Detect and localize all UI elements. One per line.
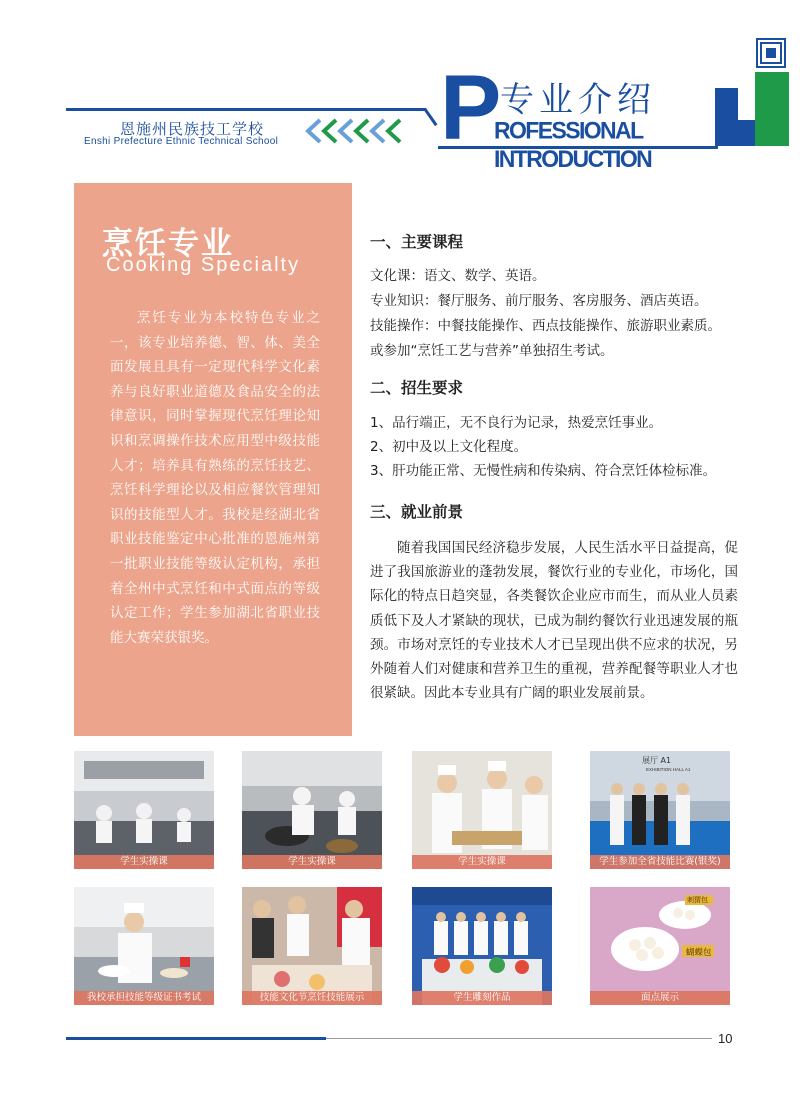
school-name-cn: 恩施州民族技工学校 bbox=[120, 120, 265, 138]
course-line: 专业知识：餐厅服务、前厅服务、客房服务、酒店英语。 bbox=[370, 293, 708, 309]
kitchen-photo-icon bbox=[242, 751, 382, 869]
requirement-line: 3、肝功能正常、无慢性病和传染病、符合烹饪体检标准。 bbox=[370, 463, 717, 479]
chevron-arrows-icon bbox=[300, 118, 420, 144]
photo-caption: 技能文化节烹饪技能展示 bbox=[242, 991, 382, 1005]
photo-food-carving bbox=[412, 887, 552, 1005]
photo-caption: 学生实操课 bbox=[242, 855, 382, 869]
school-logo-icon bbox=[756, 38, 786, 68]
hall-sign-en: EXHIBITION HALL A1 bbox=[646, 767, 691, 772]
pastry-tag: 蝴蝶包 bbox=[686, 948, 712, 958]
photo-caption: 学生参加全省技能比赛(银奖) bbox=[590, 855, 730, 869]
school-name-en: Enshi Prefecture Ethnic Technical School bbox=[84, 136, 279, 147]
page-number: 10 bbox=[718, 1031, 733, 1046]
page-title-en: ROFESSIONAL INTRODUCTION bbox=[494, 116, 652, 173]
photo-kitchen-class-3 bbox=[412, 751, 552, 869]
section-title-requirements: 二、招生要求 bbox=[370, 379, 464, 397]
photo-kitchen-class-2 bbox=[242, 751, 382, 869]
course-line: 或参加“烹饪工艺与营养”单独招生考试。 bbox=[370, 343, 614, 359]
carving-photo-icon bbox=[412, 887, 552, 1005]
photo-pastry-display bbox=[590, 887, 730, 1005]
footer-rule-grey bbox=[326, 1038, 712, 1039]
photo-competition-silver bbox=[590, 751, 730, 869]
course-line: 文化课：语文、数学、英语。 bbox=[370, 268, 546, 284]
major-title-en: Cooking Specialty bbox=[106, 254, 301, 276]
major-title-cn: 烹饪专业 bbox=[102, 226, 234, 262]
requirement-line: 2、初中及以上文化程度。 bbox=[370, 439, 528, 455]
photo-caption: 我校承担技能等级证书考试 bbox=[74, 991, 214, 1005]
photo-caption: 学生实操课 bbox=[74, 855, 214, 869]
festival-photo-icon bbox=[242, 887, 382, 1005]
section-title-courses: 一、主要课程 bbox=[370, 233, 464, 251]
section-title-prospects: 三、就业前景 bbox=[370, 503, 464, 521]
photo-kitchen-class-1 bbox=[74, 751, 214, 869]
hall-sign: 展厅 A1 bbox=[642, 756, 672, 765]
brand-block-gap bbox=[738, 72, 755, 120]
photo-skill-festival bbox=[242, 887, 382, 1005]
photo-skill-exam bbox=[74, 887, 214, 1005]
kitchen-photo-icon bbox=[74, 751, 214, 869]
header-rule bbox=[66, 108, 426, 111]
requirement-line: 1、品行端正，无不良行为记录，热爱烹饪事业。 bbox=[370, 415, 663, 431]
pastry-tag: 刺猬包 bbox=[687, 896, 708, 904]
photo-caption: 学生雕刻作品 bbox=[412, 991, 552, 1005]
course-line: 技能操作：中餐技能操作、西点技能操作、旅游职业素质。 bbox=[370, 318, 721, 334]
title-initial-letter: P bbox=[440, 57, 502, 159]
photo-caption: 面点展示 bbox=[590, 991, 730, 1005]
major-intro-text: 烹饪专业为本校特色专业之一，该专业培养德、智、体、美全面发展且具有一定现代科学文化素养与良好职业道德及食品安全的法律意识，同时掌握现代烹饪理论知识和烹调操作技术应用型中级技能人才；培养具有熟练的烹饪技艺、烹饪科学理论以及相应餐饮管理知识的技能型人才。我校是经湖北省职业技能鉴定中心批准的恩施州第一批职业技能等级认定机构，承担着全州中式烹饪和中式面点的等级认定工作；学生参加湖北省职业技能大赛荣获银奖。 bbox=[110, 310, 320, 646]
footer-rule-blue bbox=[66, 1037, 326, 1040]
chefs-photo-icon bbox=[412, 751, 552, 869]
prospects-text: 随着我国国民经济稳步发展，人民生活水平日益提高，促进了我国旅游业的蓬勃发展，餐饮行业的专业化，市场化，国际化的特点日趋突显，各类餐饮企业应市而生，而从业人员素质低下及人才紧缺的现状，已成为制约餐饮行业迅速发展的瓶颈。市场对烹饪的专业技术人才已呈现出供不应求的状况，另外随着人们对健康和营养卫生的重视，营养配餐等职业人才也很紧缺。因此本专业具有广阔的职业发展前景。 bbox=[370, 540, 738, 702]
exam-photo-icon bbox=[74, 887, 214, 1005]
brand-block-green bbox=[755, 72, 789, 146]
header-rule-slant bbox=[424, 108, 438, 126]
page-title-cn: 专业介绍 bbox=[500, 80, 656, 120]
photo-caption: 学生实操课 bbox=[412, 855, 552, 869]
